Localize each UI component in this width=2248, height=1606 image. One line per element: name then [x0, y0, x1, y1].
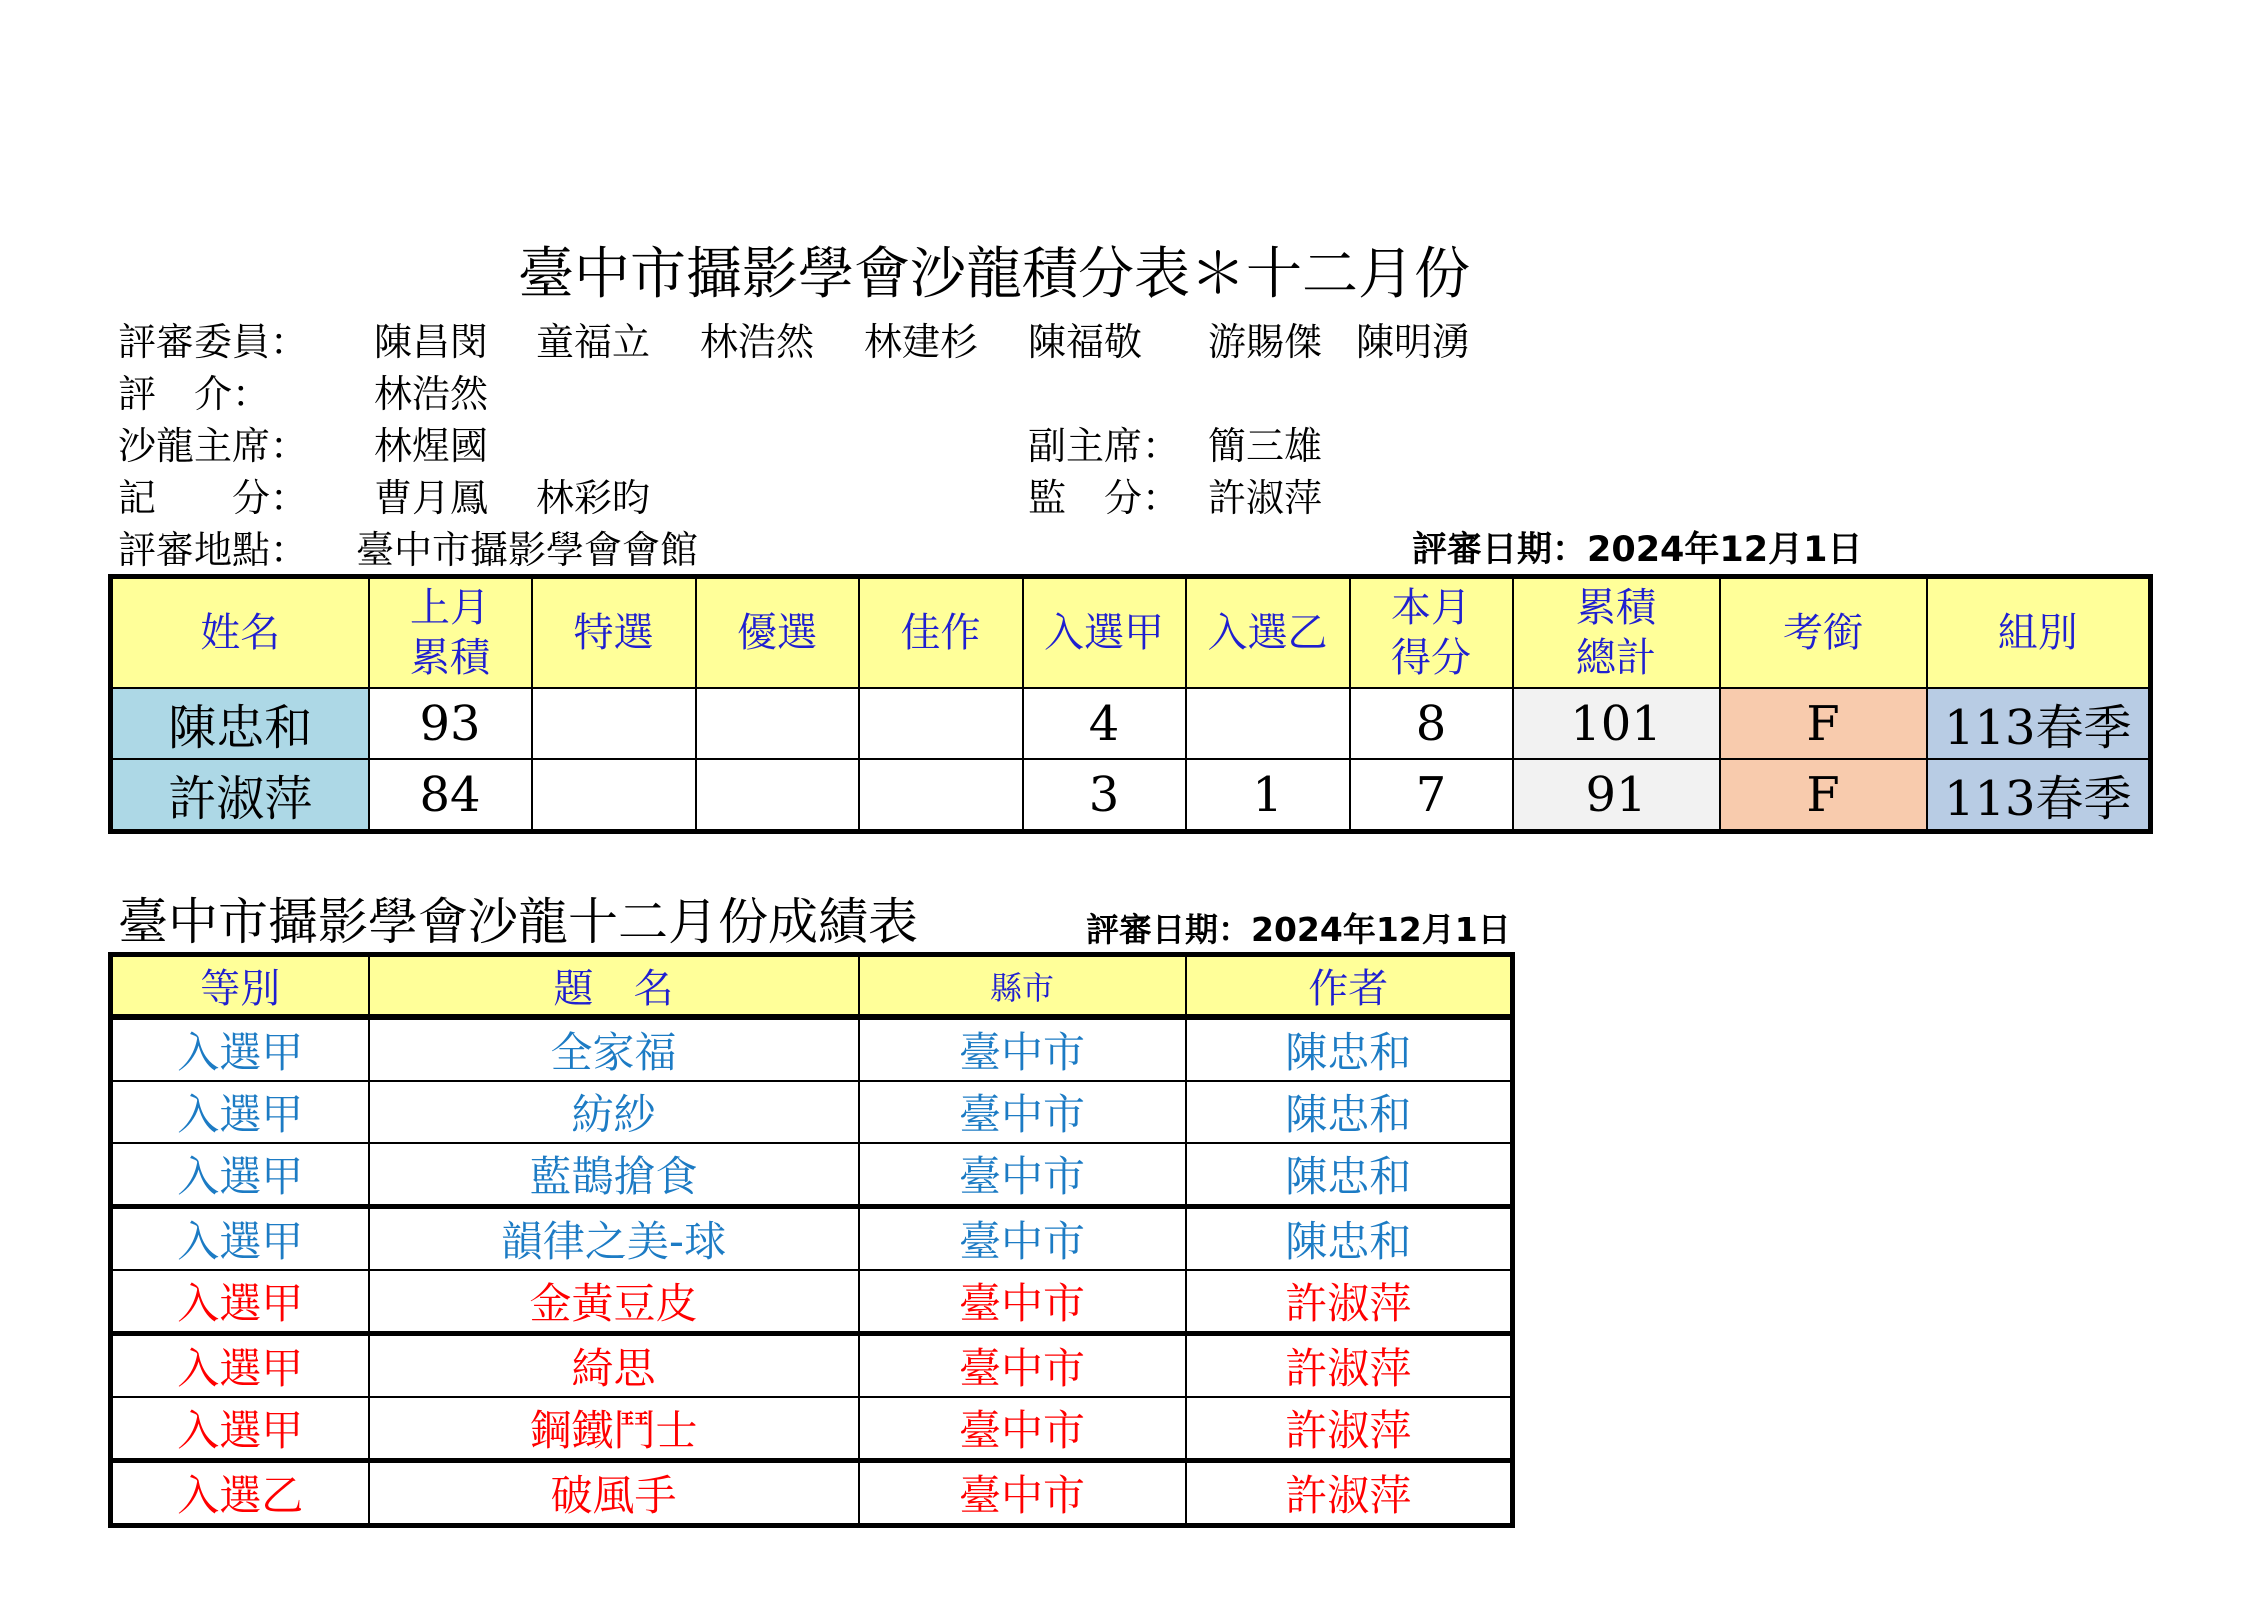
merit-count — [859, 688, 1023, 759]
rank: 入選甲 — [111, 1207, 369, 1271]
page-title: 臺中市攝影學會沙龍積分表＊十二月份 — [518, 242, 1470, 307]
accepted-a-count: 3 — [1023, 759, 1186, 832]
table-row — [111, 1081, 1513, 1143]
table-row — [111, 1461, 1513, 1526]
author: 許淑萍 — [1186, 1334, 1513, 1398]
header-group: 組別 — [1927, 577, 2151, 689]
judge-name: 陳昌閔 — [374, 320, 489, 364]
work-title: 藍鵲搶食 — [369, 1143, 859, 1207]
table-row — [111, 1017, 1513, 1081]
table-row — [111, 1207, 1513, 1271]
rank: 入選甲 — [111, 1143, 369, 1207]
city: 臺中市 — [859, 1143, 1186, 1207]
city: 臺中市 — [859, 1207, 1186, 1271]
header-excellent: 優選 — [696, 577, 859, 689]
grand-total: 91 — [1513, 759, 1720, 832]
member-name: 許淑萍 — [111, 759, 369, 832]
work-title: 全家福 — [369, 1017, 859, 1081]
author: 許淑萍 — [1186, 1397, 1513, 1461]
header-prev-total: 上月 累積 — [369, 577, 532, 689]
accepted-b-count — [1186, 688, 1350, 759]
grand-total: 101 — [1513, 688, 1720, 759]
author: 陳忠和 — [1186, 1207, 1513, 1271]
judge-name: 游賜傑 — [1208, 320, 1323, 364]
supervisor-label: 監 分： — [1028, 476, 1181, 520]
city: 臺中市 — [859, 1461, 1186, 1526]
work-title: 韻律之美-球 — [369, 1207, 859, 1271]
author: 陳忠和 — [1186, 1081, 1513, 1143]
group: 113春季 — [1927, 759, 2151, 832]
header-city: 縣市 — [859, 955, 1186, 1018]
score-header-row — [111, 577, 2151, 689]
city: 臺中市 — [859, 1397, 1186, 1461]
header-merit: 佳作 — [859, 577, 1023, 689]
author: 陳忠和 — [1186, 1017, 1513, 1081]
judge-name: 林浩然 — [700, 320, 815, 364]
city: 臺中市 — [859, 1270, 1186, 1334]
header-special: 特選 — [532, 577, 696, 689]
chair-name: 林煋國 — [374, 424, 489, 468]
member-name: 陳忠和 — [111, 688, 369, 759]
venue-label: 評審地點： — [118, 528, 309, 572]
review-label: 評 介： — [118, 372, 271, 416]
review-date: 評審日期：2024年12月1日 — [1412, 530, 1863, 570]
prev-total: 93 — [369, 688, 532, 759]
score-table — [108, 574, 2153, 834]
header-accepted-a: 入選甲 — [1023, 577, 1186, 689]
header-grade: 考銜 — [1720, 577, 1927, 689]
header-author: 作者 — [1186, 955, 1513, 1018]
rank: 入選甲 — [111, 1397, 369, 1461]
results-date: 評審日期：2024年12月1日 — [1086, 910, 1511, 949]
review-name: 林浩然 — [374, 372, 489, 416]
header-grand-total: 累積 總計 — [1513, 577, 1720, 689]
table-row — [111, 688, 2151, 759]
judges-label: 評審委員： — [118, 320, 309, 364]
venue-name: 臺中市攝影學會會館 — [356, 528, 699, 572]
author: 陳忠和 — [1186, 1143, 1513, 1207]
special-count — [532, 688, 696, 759]
header-accepted-b: 入選乙 — [1186, 577, 1350, 689]
results-table — [108, 952, 1515, 1528]
judge-name: 陳明湧 — [1356, 320, 1471, 364]
city: 臺中市 — [859, 1017, 1186, 1081]
merit-count — [859, 759, 1023, 832]
header-rank: 等別 — [111, 955, 369, 1018]
accepted-a-count: 4 — [1023, 688, 1186, 759]
grade: F — [1720, 688, 1927, 759]
rank: 入選甲 — [111, 1270, 369, 1334]
scorer-label: 記 分： — [118, 476, 309, 520]
table-row — [111, 759, 2151, 832]
author: 許淑萍 — [1186, 1461, 1513, 1526]
work-title: 紡紗 — [369, 1081, 859, 1143]
excellent-count — [696, 759, 859, 832]
work-title: 鋼鐵鬥士 — [369, 1397, 859, 1461]
table-row — [111, 1143, 1513, 1207]
header-month-score: 本月 得分 — [1350, 577, 1513, 689]
header-name: 姓名 — [111, 577, 369, 689]
chair-label: 沙龍主席： — [118, 424, 309, 468]
month-score: 8 — [1350, 688, 1513, 759]
excellent-count — [696, 688, 859, 759]
vice-chair-label: 副主席： — [1028, 424, 1181, 468]
table-row — [111, 1270, 1513, 1334]
vice-chair-name: 簡三雄 — [1208, 424, 1323, 468]
work-title: 金黃豆皮 — [369, 1270, 859, 1334]
accepted-b-count: 1 — [1186, 759, 1350, 832]
rank: 入選乙 — [111, 1461, 369, 1526]
month-score: 7 — [1350, 759, 1513, 832]
rank: 入選甲 — [111, 1017, 369, 1081]
table-row — [111, 1397, 1513, 1461]
author: 許淑萍 — [1186, 1270, 1513, 1334]
prev-total: 84 — [369, 759, 532, 832]
rank: 入選甲 — [111, 1081, 369, 1143]
table-row — [111, 1334, 1513, 1398]
judge-name: 陳福敬 — [1028, 320, 1143, 364]
rank: 入選甲 — [111, 1334, 369, 1398]
grade: F — [1720, 759, 1927, 832]
results-title: 臺中市攝影學會沙龍十二月份成績表 — [118, 893, 918, 951]
supervisor-name: 許淑萍 — [1208, 476, 1323, 520]
results-header-row — [111, 955, 1513, 1018]
scorer-name: 曹月鳳 — [374, 476, 489, 520]
work-title: 破風手 — [369, 1461, 859, 1526]
city: 臺中市 — [859, 1081, 1186, 1143]
special-count — [532, 759, 696, 832]
judge-name: 童福立 — [536, 320, 651, 364]
scorer-name: 林彩昀 — [536, 476, 651, 520]
judge-name: 林建杉 — [864, 320, 979, 364]
city: 臺中市 — [859, 1334, 1186, 1398]
work-title: 綺思 — [369, 1334, 859, 1398]
header-title: 題 名 — [369, 955, 859, 1018]
group: 113春季 — [1927, 688, 2151, 759]
